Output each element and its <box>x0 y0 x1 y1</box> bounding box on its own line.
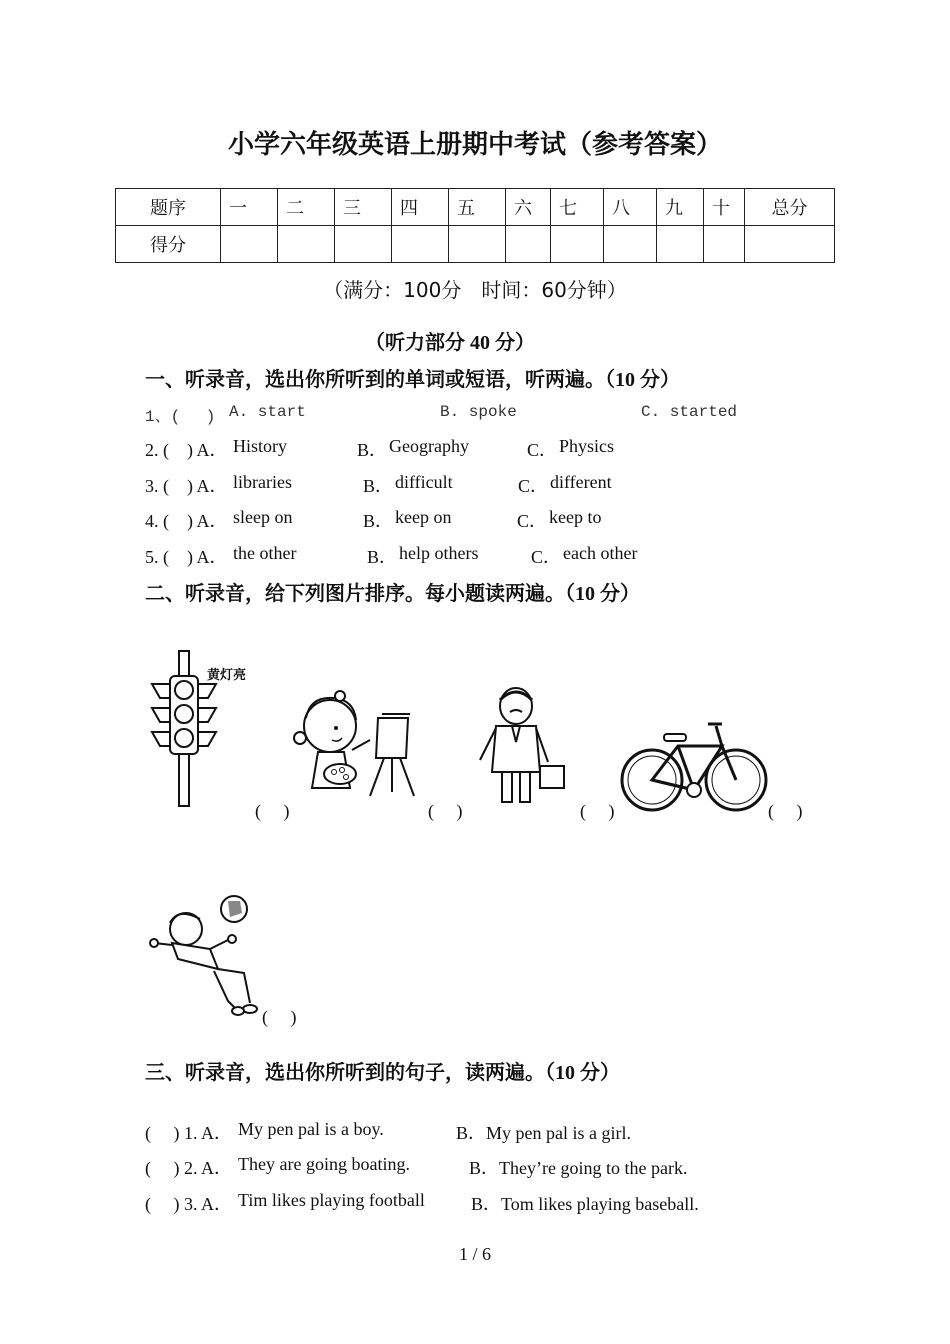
q4-option-c-label: C． <box>517 511 548 531</box>
q2-option-a: History <box>233 436 287 456</box>
header-cell: 四 <box>392 189 449 226</box>
q1-option-a: A. start <box>229 403 306 421</box>
score-cell[interactable] <box>551 226 604 263</box>
score-table-header-row <box>116 189 835 226</box>
section2-heading: 二、听录音，给下列图片排序。每小题读两遍。（10 分） <box>145 583 640 605</box>
s3-q3-option-b: B．Tom likes playing baseball. <box>471 1194 699 1214</box>
page-number: 1 / 6 <box>458 1244 491 1264</box>
boy-playing-football-picture <box>148 893 258 1023</box>
q2-number: 2. ( ) A． <box>145 440 228 460</box>
s3-q3-number: ( ) 3. A． <box>145 1194 232 1214</box>
q2-option-b: Geography <box>389 436 469 456</box>
bicycle-picture <box>618 716 773 816</box>
score-row-label: 得分 <box>116 226 221 263</box>
q3-number: 3. ( ) A． <box>145 476 228 496</box>
q1-number: 1、( ) <box>145 408 216 426</box>
header-cell: 九 <box>657 189 704 226</box>
score-cell[interactable] <box>392 226 449 263</box>
girl-painting-picture <box>290 688 430 803</box>
s3-q2-option-a: They are going boating. <box>238 1154 410 1174</box>
q3-option-c-label: C． <box>518 476 549 496</box>
score-cell[interactable] <box>506 226 551 263</box>
score-cell[interactable] <box>335 226 392 263</box>
score-table-score-row <box>116 226 835 263</box>
header-cell: 一 <box>221 189 278 226</box>
q4-option-a: sleep on <box>233 507 293 527</box>
s3-q1-number: ( ) 1. A． <box>145 1123 232 1143</box>
header-cell: 五 <box>449 189 506 226</box>
header-cell: 总分 <box>745 189 835 226</box>
q4-number: 4. ( ) A． <box>145 511 228 531</box>
score-cell[interactable] <box>704 226 745 263</box>
s3-q3-option-a: Tim likes playing football <box>238 1190 425 1210</box>
header-cell: 题序 <box>116 189 221 226</box>
q4-option-c: keep to <box>549 507 602 527</box>
traffic-light-caption: 黄灯亮 <box>207 668 247 683</box>
q2-option-c-label: C． <box>527 440 558 460</box>
q5-option-c-label: C． <box>531 547 562 567</box>
score-table <box>115 188 835 263</box>
q3-option-b-label: B． <box>363 476 394 496</box>
section3-heading: 三、听录音，选出你所听到的句子，读两遍。（10 分） <box>145 1062 620 1084</box>
header-cell: 二 <box>278 189 335 226</box>
score-cell[interactable] <box>657 226 704 263</box>
q3-option-a: libraries <box>233 472 292 492</box>
s3-q1-option-b: B．My pen pal is a girl. <box>456 1123 631 1143</box>
q2-option-b-label: B． <box>357 440 388 460</box>
header-cell: 八 <box>604 189 657 226</box>
exam-info: （满分：100分 时间：60分钟） <box>323 278 627 302</box>
q4-option-b-label: B． <box>363 511 394 531</box>
answer-blank-5[interactable]: ( ) <box>262 1007 297 1027</box>
header-cell: 十 <box>704 189 745 226</box>
section1-heading: 一、听录音，选出你所听到的单词或短语，听两遍。（10 分） <box>145 369 680 391</box>
header-cell: 七 <box>551 189 604 226</box>
answer-blank-1[interactable]: ( ) <box>255 801 290 821</box>
q5-option-c: each other <box>563 543 638 563</box>
s3-q2-number: ( ) 2. A． <box>145 1158 232 1178</box>
score-cell[interactable] <box>604 226 657 263</box>
answer-blank-2[interactable]: ( ) <box>428 801 463 821</box>
score-cell[interactable] <box>221 226 278 263</box>
businessman-picture <box>474 686 570 806</box>
q1-option-b: B. spoke <box>440 403 517 421</box>
score-cell[interactable] <box>278 226 335 263</box>
listening-part-label: （听力部分 40 分） <box>365 332 535 354</box>
q3-option-c: different <box>550 472 612 492</box>
header-cell: 六 <box>506 189 551 226</box>
q5-option-b-label: B． <box>367 547 398 567</box>
score-cell[interactable] <box>449 226 506 263</box>
q5-number: 5. ( ) A． <box>145 547 228 567</box>
score-cell[interactable] <box>745 226 835 263</box>
s3-q2-option-b: B．They’re going to the park. <box>469 1158 688 1178</box>
header-cell: 三 <box>335 189 392 226</box>
page-title: 小学六年级英语上册期中考试（参考答案） <box>227 130 722 160</box>
q5-option-a: the other <box>233 543 297 563</box>
q2-option-c: Physics <box>559 436 615 456</box>
q4-option-b: keep on <box>395 507 452 527</box>
q5-option-b: help others <box>399 543 479 563</box>
q1-option-c: C. started <box>641 403 738 421</box>
answer-blank-4[interactable]: ( ) <box>768 801 803 821</box>
s3-q1-option-a: My pen pal is a boy. <box>238 1119 384 1139</box>
answer-blank-3[interactable]: ( ) <box>580 801 615 821</box>
q3-option-b: difficult <box>395 472 453 492</box>
